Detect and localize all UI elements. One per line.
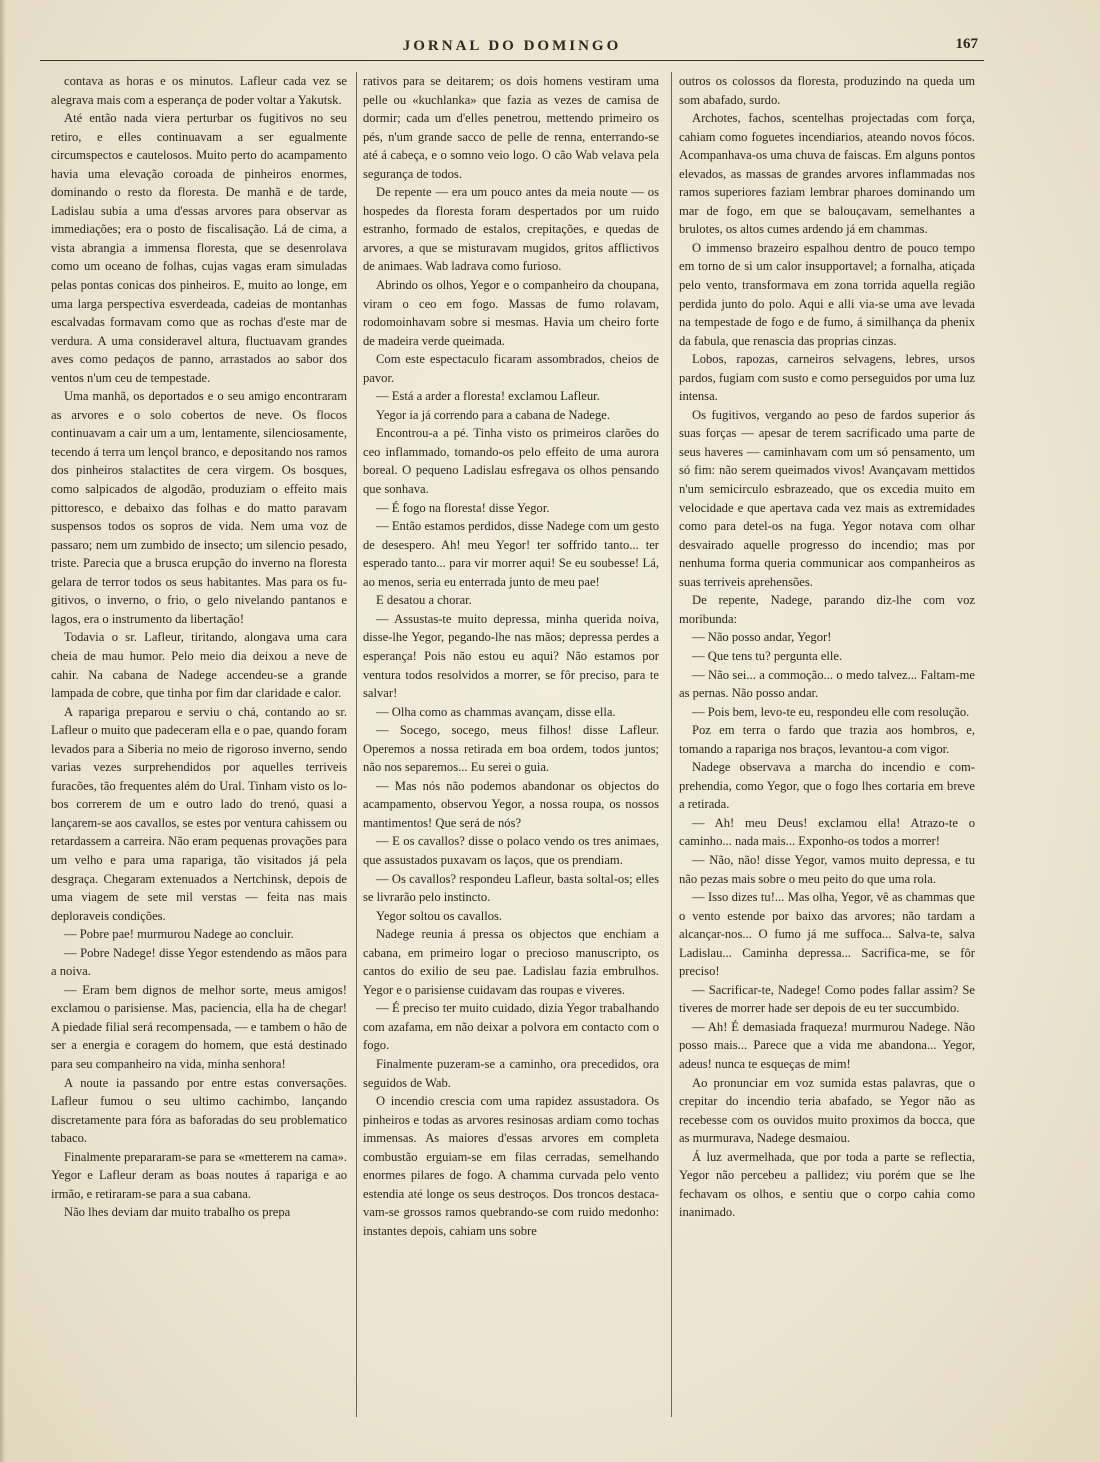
paragraph: — Ah! É demasiada fraqueza! murmurou Nadege. Não posso mais... Parece que a vida me abandona... Yegor, adeus! nunca te esqueças de mim!: [679, 1019, 975, 1071]
paragraph: Até então nada viera perturbar os fugitivos no seu retiro, e elles continuavam a ser egualmente circumspectos e cautelosos. Muito perto do acampamento havia uma elevação coroada de pinheiros enormes, dominando o resto da floresta. De manhã e de tarde, Ladislau subia a uma d'essas arvores para observar as immediações; era o posto de fiscalisação. Lá de cima, a vista abrangia a immensa floresta, que se desenrolava como um oceano de folhas, cujas vagas eram simuladas pelas pontas conicas dos pinheiros. E, muito ao longe, em uma larga perspectiva esverdeada, cadeias de montanhas escalvadas formavam como que as rochas d'este mar de verdura. A uma consideravel altura, fluctuavam grandes aves como pedaços de panno, arrastados ao sabor dos ventos n'um ceu de tempestade.: [51, 111, 347, 385]
paragraph: — Socego, socego, meus filhos! disse Lafleur. Operemos a nossa retirada em boa ordem, todos juntos; não nos separemos... Eu serei o guia.: [363, 723, 659, 775]
paragraph: E desatou a chorar.: [376, 593, 472, 608]
paragraph: De repente, Nadege, parando diz-lhe com voz moribunda:: [679, 593, 975, 626]
paragraph: — E os cavallos? disse o polaco vendo os tres animaes, que assustados puxavam os laços, que os prendiam.: [363, 834, 659, 867]
paragraph: — Os cavallos? respondeu Lafleur, basta soltal-os; elles se livrarão pelo instincto.: [363, 871, 659, 905]
paragraph: — É preciso ter muito cuidado, dizia Yegor trabalhando com azafama, em não deixar a polvora em contacto com o fogo.: [363, 1001, 659, 1053]
column-divider: [356, 72, 357, 1417]
page-left-edge: [0, 0, 6, 1462]
paragraph: — Que tens tu? pergunta elle.: [692, 648, 843, 663]
text-column-3: [679, 72, 975, 1417]
paragraph: Com este espectaculo ficaram assombrados, cheios de pavor.: [363, 352, 659, 385]
paragraph: — Pobre Nadege! disse Yegor estendendo as mãos para a noiva.: [51, 945, 347, 979]
paragraph: Poz em terra o fardo que trazia aos hombros, e, tomando a rapariga nos braços, levantou-a com vigor.: [679, 723, 975, 756]
paragraph: contava as horas e os minutos. Lafleur cada vez se alegrava mais com a esperança de poder voltar a Yakutsk.: [51, 74, 347, 107]
paragraph: — Mas nós não podemos abandonar os objectos do acampamento, observou Yegor, a nossa roupa, os nossos mantimentos! Que será de nós?: [363, 778, 659, 830]
paragraph: A noute ia passando por entre estas conversações. Lafleur fumou o seu ultimo cachimbo, lançando discretamente para fóra as baforadas do seu problematico tabaco.: [51, 1075, 347, 1146]
paragraph: — É fogo na floresta! disse Yegor.: [376, 500, 550, 515]
paragraph: Archotes, fachos, scentelhas projectadas com força, cahiam como foguetes incendiarios, ateando novos fócos. Acompanhava-os uma chuva de faiscas. Em alguns pontos elevados, as massas de grandes arvores inflammadas nos ramos superiores faziam lembrar pharoes dominando um mar de fogo, em que se balouçavam, semelhantes a brulotes, os altos cumes ardendo já em chammas.: [679, 111, 975, 237]
paragraph: — Pobre pae! murmurou Nadege ao concluir.: [64, 927, 294, 942]
paragraph: Não lhes deviam dar muito trabalho os prepa: [64, 1205, 291, 1220]
page-number: 167: [955, 36, 978, 52]
paragraph: Uma manhã, os deportados e o seu amigo encontraram as arvores e o solo cobertos de neve. Os flocos continuavam a cair um a um, lentamente, silenciosamente, tecendo á terra um lençol branco, e depositando nos ramos dos pinheiros stalactites de cera virgem. Os bosques, como salpicados de algodão, produziam o effeito mais pittoresco, e debaixo das folhas e do matto paravam suspensos todos os sopros de vida. Nem uma voz de passaro; nem um zumbido de insecto; um silencio pesado, triste. Parecia que a brusca erupção do inverno na floresta gelara de terror todos os seus habitantes. Mas para os fugitivos, o inverno, o frio, o gelo nivelando pantanos e lagos, era o instrumento da libertação!: [51, 389, 347, 626]
paragraph: O immenso brazeiro espalhou dentro de pouco tempo em torno de si um calor insupportavel; a fornalha, atiçada pelo vento, transformava em zona torrida aquella região perdida junto do polo. Aqui e alli via-se uma ave levada na tempestade de fogo e de fumo, á similhança da phenix da fabula, que renascia das proprias cinzas.: [679, 240, 975, 348]
column-divider: [671, 72, 672, 1417]
paragraph: Encontrou-a a pé. Tinha visto os primeiros clarões do ceo inflammado, tomando-os pelo effeito de uma aurora boreal. O pequeno Ladislau esfregava os olhos pensando que sonhava.: [363, 426, 659, 497]
paragraph: — Não, não! disse Yegor, vamos muito depressa, e tu não pezas mais sobre o meu peito do que uma rola.: [679, 852, 975, 886]
paragraph: Finalmente prepararam-se para se «metterem na cama». Yegor e Lafleur deram as boas noutes á rapariga e ao irmão, e retiraram-se para a sua cabana.: [51, 1149, 347, 1201]
paragraph: Nadege reunia á pressa os objectos que enchiam a cabana, em primeiro logar o precioso manuscripto, os cantos do exilio de seu pae. Ladislau fazia embrulhos. Yegor e o parisiense cuidavam das roupas e viveres.: [363, 927, 659, 997]
paragraph: Nadege observava a marcha do incendio e comprehendia, como Yegor, que o fogo lhes cortaria em breve a retirada.: [679, 760, 975, 812]
paragraph: Finalmente puzeram-se a caminho, ora precedidos, ora seguidos de Wab.: [363, 1056, 659, 1090]
page-header: [40, 30, 984, 61]
paragraph: outros os colossos da floresta, produzindo na queda um som abafado, surdo.: [679, 74, 975, 107]
paragraph: — Não posso andar, Yegor!: [692, 630, 832, 645]
paragraph: Os fugitivos, vergando ao peso de fardos superior ás suas forças — apesar de terem sacrificado uma parte de seus haveres — caminhavam com um só pensamento, um só fim: não serem queimados vivos! Avançavam mettidos n'um semicirculo esbrazeado, que os excedia muito em velocidade e que apertava cada vez mais as extremidades como para detel-os na fuga. Yegor notava com olhar desvairado aquelle progresso do incendio; mas por nenhuma forma queria communicar aos companheiros as suas terriveis aprehensões.: [679, 407, 975, 589]
paragraph: — Isso dizes tu!... Mas olha, Yegor, vê as chammas que o vento estende por baixo das arvores; não tardam a alcançar-nos... O fumo já me suffoca... Salva-te, salva Ladislau... Caminha depressa... Sacrifica-me, se fôr preciso!: [679, 890, 975, 979]
paragraph: — Então estamos perdidos, disse Nadege com um gesto de desespero. Ah! meu Yegor! ter soffrido tanto... ter esperado tanto... para vir morrer aqui! Se eu soubesse! Lá, ao menos, seria eu enterrada junto de meu pae!: [363, 519, 659, 589]
paragraph: Lobos, rapozas, carneiros selvagens, lebres, ursos pardos, fugiam com susto e como perseguidos por uma luz intensa.: [679, 352, 975, 404]
paragraph: O incendio crescia com uma rapidez assustadora. Os pinheiros e todas as arvores resinosas ardiam como tochas immensas. As maiores d'essas arvores em completa combustão erguiam-se em filas cerradas, semelhando enormes pilares de fogo. A chamma curvada pelo vento estendia até longe os seus destroços. Dos troncos destacavam-se grossos ramos quebrando-se com ruido medonho: instantes depois, cahiam uns sobre: [363, 1094, 659, 1238]
journal-title: JORNAL DO DOMINGO: [402, 38, 622, 54]
text-column-1: [51, 72, 347, 1417]
paragraph: Todavia o sr. Lafleur, tiritando, alongava uma cara cheia de mau humor. Pelo meio dia deixou a neve de cahir. Na cabana de Nadege accendeu-se a grande lampada de cobre, que tinha por fim dar claridade e calor.: [51, 630, 347, 701]
paragraph: — Assustas-te muito depressa, minha querida noiva, disse-lhe Yegor, pegando-lhe nas mãos; depressa perdes a esperança! Pois não estou eu aqui? Não estamos por ventura todos resolvidos a morrer, se fôr preciso, para te salvar!: [363, 611, 659, 701]
paragraph: Á luz avermelhada, que por toda a parte se reflectia, Yegor não percebeu a pallidez; viu porém que se lhe fechavam os olhos, e sentiu que o corpo cahia como inanimado.: [679, 1149, 975, 1220]
paragraph: — Não sei... a commoção... o medo talvez... Faltam-me as pernas. Não posso andar.: [679, 667, 975, 701]
paragraph: — Está a arder a floresta! exclamou Lafleur.: [376, 389, 600, 404]
paragraph: — Eram bem dignos de melhor sorte, meus amigos! exclamou o parisiense. Mas, paciencia, ella ha de chegar! A piedade filial será recompensada, — e tambem o hão de ser a energia e coragem do homem, que está destinado para seu companheiro na vida, minha senhora!: [51, 982, 347, 1071]
text-column-2: [363, 72, 659, 1417]
paragraph: Ao pronunciar em voz sumida estas palavras, que o crepitar do incendio teria abafado, se Yegor não as recebesse com os ouvidos muito proximos da bocca, que as murmurava, Nadege desmaiou.: [679, 1075, 975, 1146]
paragraph: Abrindo os olhos, Yegor e o companheiro da choupana, viram o ceo em fogo. Massas de fumo rolavam, rodomoinhavam sobre si mesmas. Havia um cheiro forte de madeira verde queimada.: [363, 278, 659, 348]
paragraph: De repente — era um pouco antes da meia noute — os hospedes da floresta foram despertados por um ruido estranho, formado de estalos, crepitações, e quedas de arvores, a que se misturavam mugidos, gritos afflictivos de animaes. Wab ladrava como furioso.: [363, 185, 659, 274]
paragraph: — Olha como as chammas avançam, disse ella.: [376, 704, 616, 719]
paragraph: — Sacrificar-te, Nadege! Como podes fallar assim? Se tiveres de morrer hade ser depois de eu ter succumbido.: [679, 982, 975, 1016]
paragraph: Yegor soltou os cavallos.: [376, 908, 503, 923]
paragraph: rativos para se deitarem; os dois homens vestiram uma pelle ou «kuchlanka» que fazia as vezes de camisa de dormir; cada um d'elles penetrou, mettendo primeiro os pés, n'um grande sacco de pelle de renna, enterrando-se até á cabeça, e o somno veio logo. O cão Wab velava pela segurança de todos.: [363, 74, 659, 181]
paragraph: A rapariga preparou e serviu o chá, contando ao sr. Lafleur o muito que padeceram ella e o pae, quando foram levados para a Siberia no meio de rigoroso inverno, sendo varias vezes surprehendidos por aquelles terriveis furacões, tão frequentes além do Ural. Tinham visto os lobos correrem de um e outro lado do trenó, quasi a lançarem-se aos cavallos, se estes por ventura cahissem ou retardassem a carreira. Não eram pequenas provações para um velho e para uma rapariga, tão visitados já pela desgraça. Chegaram extenuados a Nertchinsk, depois de uma viagem de sete mil verstas — feita nas mais deploraveis condições.: [51, 704, 347, 923]
paragraph: — Pois bem, levo-te eu, respondeu elle com resolução.: [692, 704, 970, 719]
paragraph: — Ah! meu Deus! exclamou ella! Atrazo-te o caminho... nada mais... Exponho-os todos a morrer!: [679, 815, 975, 849]
paragraph: Yegor ia já correndo para a cabana de Nadege.: [376, 407, 611, 422]
